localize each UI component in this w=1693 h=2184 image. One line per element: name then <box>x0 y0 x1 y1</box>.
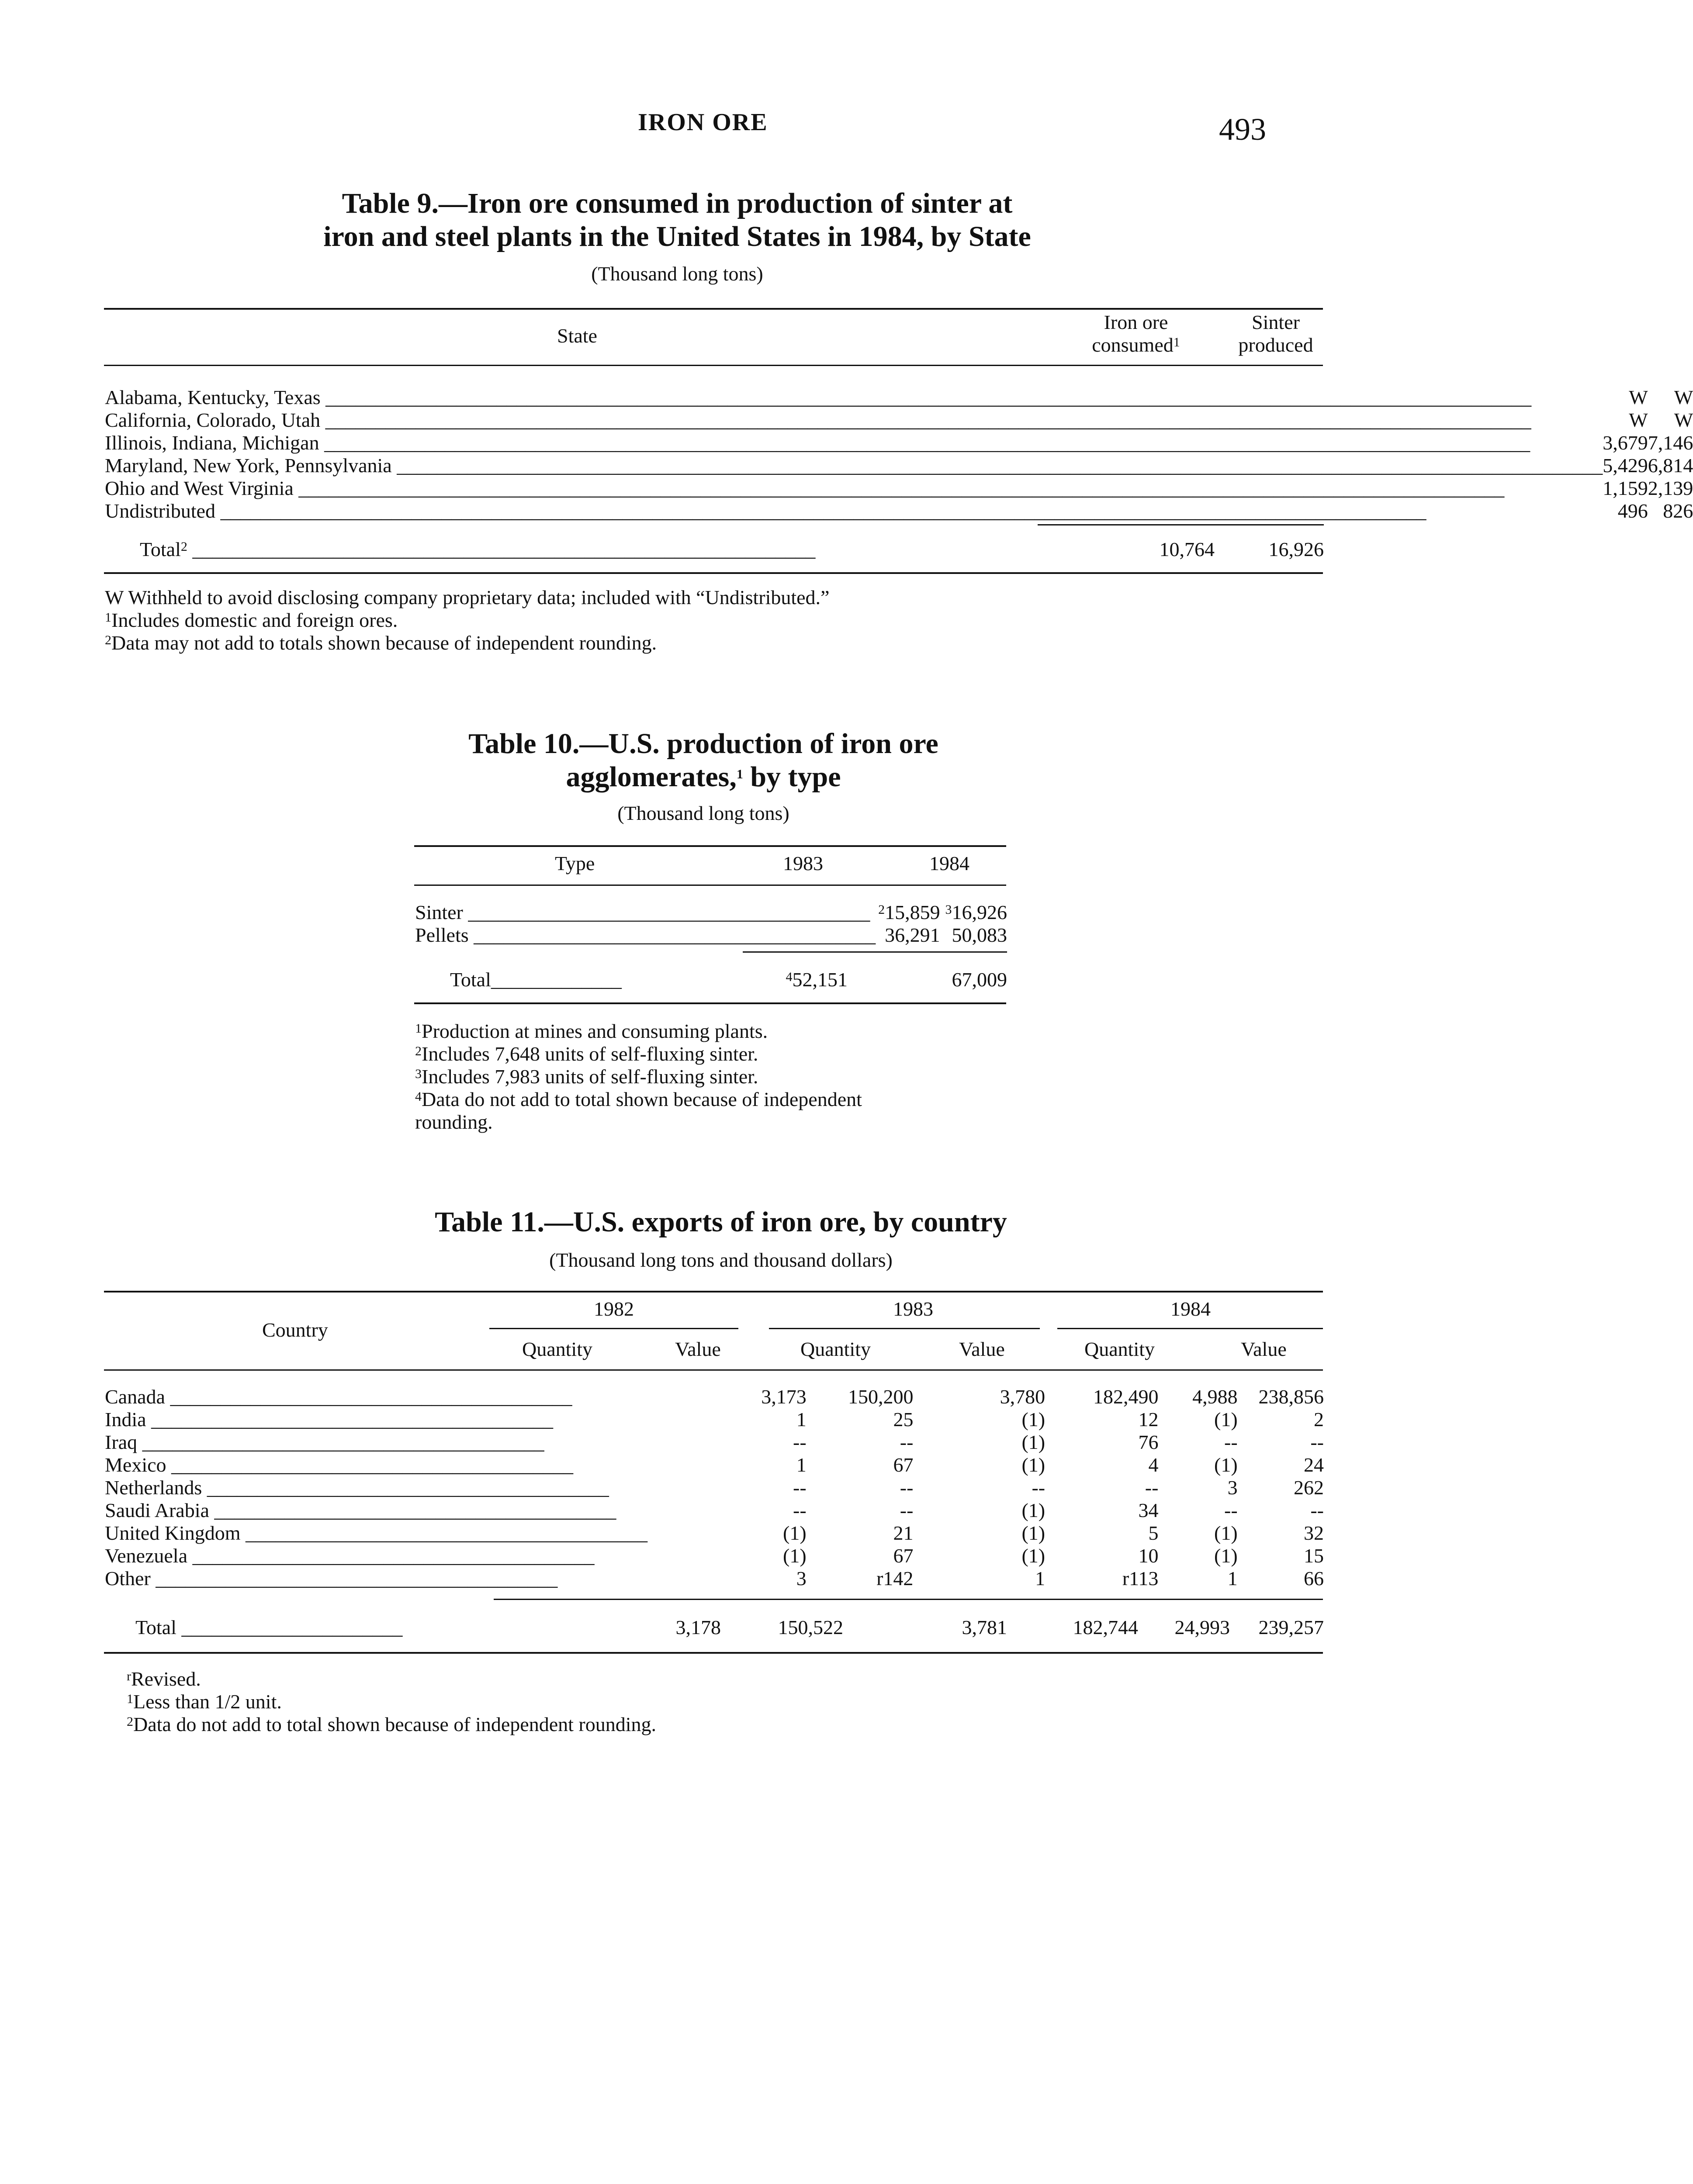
table-10-footnote <box>415 1020 862 1043</box>
table-11-q84-cell: 3 <box>1227 1476 1238 1499</box>
table-row <box>105 1522 1324 1545</box>
table-row <box>415 901 1007 924</box>
table-11-bottom-rule <box>104 1652 1323 1654</box>
table-11-year-1982: 1982 <box>594 1298 634 1320</box>
table-9-col-iron <box>1040 311 1232 356</box>
table-10-title <box>393 727 1014 794</box>
footnote-text: Less than 1/2 unit. <box>133 1690 282 1713</box>
table-9-state-cell: Illinois, Indiana, Michigan ________________________________________________________________________________________________________________________ <box>105 432 1530 454</box>
table-11-col-qty-1983: Quantity <box>800 1338 871 1360</box>
table-10-1983-value: 15,859 <box>885 901 940 923</box>
table-row <box>105 1499 1324 1522</box>
table-10-type-cell: Pellets ________________________________________ <box>415 924 876 946</box>
table-11-v83-cell: 76 <box>1138 1431 1159 1453</box>
table-10-total-rule <box>743 951 1007 953</box>
footnote-marker: 3 <box>415 1067 422 1081</box>
table-row <box>415 924 1007 947</box>
table-10-1984-value: 50,083 <box>952 924 1007 946</box>
table-11-v84-cell: 2 <box>1314 1408 1324 1431</box>
table-9-col-sinter-line2: produced <box>1238 334 1313 356</box>
table-row <box>105 1454 1324 1476</box>
table-11-v82-cell: 67 <box>893 1454 914 1476</box>
table-9-sinter-cell: W <box>1674 386 1693 408</box>
table-11-v82-cell: 67 <box>893 1545 914 1567</box>
table-10-1983-cell <box>876 924 940 947</box>
table-9-state-cell: Alabama, Kentucky, Texas ________________________________________________________________________________________________________________________ <box>105 386 1532 408</box>
table-11-total-v84: 239,257 <box>1258 1616 1324 1638</box>
table-row <box>105 1408 1324 1431</box>
table-10-title-line2a: agglomerates, <box>566 761 737 793</box>
table-11-total-v83: 182,744 <box>1073 1616 1138 1638</box>
table-11-q83-cell: -- <box>1032 1476 1046 1499</box>
table-10-total-1983-footnote-ref: 4 <box>786 970 793 984</box>
table-9-iron-cell: W <box>1629 386 1648 408</box>
table-11-q82-cell: 1 <box>796 1454 807 1476</box>
footnote-marker: 1 <box>127 1692 133 1706</box>
table-11-q82-cell: -- <box>793 1499 807 1521</box>
table-9-footnotes <box>105 586 829 654</box>
table-11-country-cell: Other ________________________________________ <box>105 1567 558 1590</box>
table-9-col-sinter <box>1215 311 1337 356</box>
table-11-v83-cell: 34 <box>1138 1499 1159 1521</box>
table-10-footnote <box>415 1065 862 1088</box>
table-10-footnotes <box>415 1020 862 1133</box>
table-11-q82-cell: -- <box>793 1476 807 1499</box>
table-10-1984-cell <box>940 924 1007 947</box>
table-11-country-cell: Venezuela ________________________________________ <box>105 1545 595 1567</box>
table-10-footnote <box>415 1088 862 1111</box>
table-row <box>105 500 1693 522</box>
table-11-country-name: Netherlands <box>105 1476 202 1499</box>
table-11-q83-cell: 3,780 <box>1000 1386 1046 1408</box>
table-11-v83-cell: -- <box>1145 1476 1159 1499</box>
table-11-q82-cell: 3 <box>796 1567 807 1590</box>
table-10-1984-cell <box>940 901 1007 924</box>
table-9-iron-cell: W <box>1629 409 1648 431</box>
table-11-country-cell: Netherlands ________________________________________ <box>105 1476 609 1499</box>
table-11-country-name: United Kingdom <box>105 1522 241 1544</box>
table-11-col-val-1984: Value <box>1241 1338 1287 1360</box>
table-11-v84-cell: 24 <box>1304 1454 1324 1476</box>
table-10-type-cell: Sinter ________________________________________ <box>415 901 870 923</box>
footnote-marker: 1 <box>415 1021 422 1036</box>
table-11-col-country: Country <box>262 1319 328 1341</box>
footnote-marker: 2 <box>415 1044 422 1058</box>
table-9-sinter-cell: 826 <box>1663 500 1693 522</box>
table-11-q82-cell: 3,173 <box>761 1386 807 1408</box>
table-10-total <box>415 968 1007 991</box>
table-10-total-text: Total <box>450 968 491 991</box>
table-11-country-name: Canada <box>105 1386 165 1408</box>
table-9-state-name: Maryland, New York, Pennsylvania <box>105 454 392 477</box>
table-11-footnote <box>127 1668 656 1690</box>
table-10-1983-cell <box>876 901 940 924</box>
table-10-top-rule <box>414 845 1006 847</box>
table-10-type-name: Sinter <box>415 901 463 923</box>
footnote-text: W Withheld to avoid disclosing company proprietary data; included with “Undistributed.” <box>105 586 830 608</box>
table-11-country-name: Venezuela <box>105 1545 187 1567</box>
table-11-q82-cell: (1) <box>783 1545 807 1567</box>
table-10-1984-value: 16,926 <box>952 901 1007 923</box>
table-9-sinter-cell: 7,146 <box>1648 432 1693 454</box>
footnote-marker: 3 <box>945 902 952 917</box>
table-row <box>105 1616 1324 1639</box>
table-11-v83-cell: r113 <box>1122 1567 1159 1590</box>
footnote-marker: 4 <box>415 1089 422 1104</box>
page-number: 493 <box>1219 112 1266 147</box>
table-row <box>105 1386 1324 1408</box>
table-11-v83-cell: 10 <box>1138 1545 1159 1567</box>
footnote-marker: 2 <box>105 633 111 647</box>
table-11-footnote <box>127 1713 656 1736</box>
table-11-v84-cell: 238,856 <box>1258 1386 1324 1408</box>
table-9-iron-cell: 1,159 <box>1603 477 1648 499</box>
table-10-col-1984: 1984 <box>929 852 969 874</box>
table-10-title-line2b: by type <box>743 761 841 793</box>
table-11-country-cell: Iraq ________________________________________ <box>105 1431 544 1453</box>
table-11-q84-cell: (1) <box>1214 1545 1238 1567</box>
footnote-text: Data may not add to totals shown because of independent rounding. <box>111 632 657 654</box>
footnote-text: rounding. <box>415 1111 493 1133</box>
table-9-subtitle: (Thousand long tons) <box>591 263 763 285</box>
table-10-footnote <box>415 1111 862 1133</box>
table-10-col-type: Type <box>555 852 595 874</box>
table-row <box>105 432 1693 454</box>
table-11-q83-cell: (1) <box>1021 1499 1046 1521</box>
table-9-state-cell: Maryland, New York, Pennsylvania ________________________________________________________________________________________________________________________ <box>105 454 1603 477</box>
table-9-state-cell: California, Colorado, Utah ________________________________________________________________________________________________________________________ <box>105 409 1531 431</box>
table-11-col-val-1982: Value <box>675 1338 721 1360</box>
table-11-v84-cell: 15 <box>1304 1545 1324 1567</box>
table-11-q84-cell: 1 <box>1227 1567 1238 1590</box>
table-11-v84-cell: -- <box>1310 1431 1324 1453</box>
table-9-footnote <box>105 586 829 609</box>
footnote-text: Revised. <box>131 1668 201 1690</box>
table-11-q84-cell: (1) <box>1214 1522 1238 1544</box>
table-11-country-cell: Canada ________________________________________ <box>105 1386 572 1408</box>
table-11-year-1983: 1983 <box>893 1298 933 1320</box>
table-9-total-iron: 10,764 <box>1159 538 1215 560</box>
table-9-body <box>105 386 1693 522</box>
table-9-col-iron-line1: Iron ore <box>1104 311 1168 333</box>
table-10-bottom-rule <box>414 1002 1006 1004</box>
footnote-text: Includes 7,983 units of self-fluxing sinter. <box>422 1065 758 1088</box>
table-10-total-1984: 67,009 <box>952 968 1007 991</box>
table-10-body <box>415 901 1007 947</box>
table-9-total-text: Total <box>140 538 181 560</box>
table-9-footnote <box>105 609 829 632</box>
table-9-state-name: Ohio and West Virginia <box>105 477 294 499</box>
table-10-footnote <box>415 1043 862 1065</box>
footnote-text: Production at mines and consuming plants. <box>422 1020 768 1042</box>
footnote-marker: 2 <box>127 1714 133 1729</box>
table-11-1983-rule <box>769 1328 1040 1329</box>
table-10-total-label: Total_____________ <box>450 968 622 991</box>
table-11-top-rule <box>104 1291 1323 1292</box>
table-11-q83-cell: (1) <box>1021 1408 1046 1431</box>
table-11-1982-rule <box>489 1328 738 1329</box>
table-9-bottom-rule <box>104 572 1323 574</box>
table-11-country-name: India <box>105 1408 146 1431</box>
table-row <box>415 968 1007 991</box>
table-11-v82-cell: -- <box>900 1431 914 1453</box>
table-row <box>105 1476 1324 1499</box>
table-9-sinter-cell: 2,139 <box>1648 477 1693 499</box>
footnote-marker: 1 <box>105 610 111 625</box>
table-9-sinter-cell: W <box>1674 409 1693 431</box>
table-11-subtitle: (Thousand long tons and thousand dollars) <box>549 1249 893 1271</box>
table-11-total-q82: 3,178 <box>675 1616 721 1638</box>
table-row <box>105 538 1324 561</box>
table-9-iron-cell: 3,679 <box>1603 432 1648 454</box>
table-10-col-1983: 1983 <box>783 852 823 874</box>
table-10-1983-value: 36,291 <box>885 924 940 946</box>
table-11-q82-cell: -- <box>793 1431 807 1453</box>
table-11-q83-cell: (1) <box>1021 1522 1046 1544</box>
table-11-q83-cell: (1) <box>1021 1431 1046 1453</box>
table-11-country-name: Other <box>105 1567 151 1590</box>
table-11-v82-cell: 25 <box>893 1408 914 1431</box>
table-9-col-state: State <box>557 325 597 347</box>
table-11-q83-cell: (1) <box>1021 1545 1046 1567</box>
table-9-state-cell: Ohio and West Virginia ________________________________________________________________________________________________________________________ <box>105 477 1505 499</box>
table-11-col-qty-1984: Quantity <box>1084 1338 1155 1360</box>
table-11-v84-cell: 66 <box>1304 1567 1324 1590</box>
table-9-iron-cell: 5,429 <box>1603 454 1648 477</box>
table-11-v84-cell: 32 <box>1304 1522 1324 1544</box>
table-9-col-iron-footnote-ref: 1 <box>1173 335 1180 349</box>
table-11-footnote <box>127 1690 656 1713</box>
table-row <box>105 1431 1324 1454</box>
table-11-total-q84: 24,993 <box>1174 1616 1230 1638</box>
footnote-text: Data do not add to total shown because of independent <box>422 1088 862 1110</box>
table-10-total-1983-value: 52,151 <box>792 968 848 991</box>
table-11-title: Table 11.—U.S. exports of iron ore, by country <box>435 1206 1007 1238</box>
footnote-text: Includes domestic and foreign ores. <box>111 609 398 631</box>
table-9-state-name: Undistributed <box>105 500 215 522</box>
table-10-header-rule <box>414 885 1006 886</box>
table-9-state-name: Alabama, Kentucky, Texas <box>105 386 321 408</box>
table-row <box>105 454 1693 477</box>
table-11-v84-cell: -- <box>1310 1499 1324 1521</box>
table-11-total-v82: 150,522 <box>778 1616 843 1638</box>
table-9-col-iron-line2: consumed <box>1092 334 1174 356</box>
footnote-text: Data do not add to total shown because of independent rounding. <box>133 1713 656 1735</box>
table-11-year-1984: 1984 <box>1170 1298 1211 1320</box>
table-11-v82-cell: r142 <box>876 1567 914 1590</box>
table-11-country-cell: Saudi Arabia ________________________________________ <box>105 1499 616 1521</box>
table-11-country-name: Mexico <box>105 1454 166 1476</box>
table-11-v82-cell: -- <box>900 1476 914 1499</box>
table-11-q84-cell: (1) <box>1214 1408 1238 1431</box>
table-11-v83-cell: 4 <box>1148 1454 1159 1476</box>
table-9-header-rule <box>104 365 1323 366</box>
table-11-v83-cell: 182,490 <box>1093 1386 1159 1408</box>
table-11-country-cell: India ________________________________________ <box>105 1408 554 1431</box>
table-11-total <box>105 1616 1324 1639</box>
table-11-q82-cell: (1) <box>783 1522 807 1544</box>
table-11-col-qty-1982: Quantity <box>522 1338 592 1360</box>
table-9-title <box>262 187 1092 253</box>
table-11-v84-cell: 262 <box>1294 1476 1324 1499</box>
table-9-footnote <box>105 632 829 654</box>
table-11-country-cell: United Kingdom ________________________________________ <box>105 1522 647 1544</box>
table-9-state-cell: Undistributed ________________________________________________________________________________________________________________________ <box>105 500 1426 522</box>
table-11-q84-cell: -- <box>1224 1431 1238 1453</box>
running-head: IRON ORE <box>638 109 768 136</box>
table-11-country-cell: Mexico ________________________________________ <box>105 1454 574 1476</box>
table-11-v82-cell: -- <box>900 1499 914 1521</box>
table-11-q83-cell: 1 <box>1035 1567 1046 1590</box>
table-11-total-rule <box>494 1599 1323 1600</box>
table-11-v82-cell: 150,200 <box>848 1386 914 1408</box>
table-10-type-name: Pellets <box>415 924 469 946</box>
table-11-v83-cell: 12 <box>1138 1408 1159 1431</box>
table-9-sinter-cell: 6,814 <box>1648 454 1693 477</box>
footnote-text: Includes 7,648 units of self-fluxing sinter. <box>422 1043 758 1065</box>
table-11-v83-cell: 5 <box>1148 1522 1159 1544</box>
table-11-col-val-1983: Value <box>959 1338 1005 1360</box>
table-row <box>105 1567 1324 1590</box>
table-9-state-name: California, Colorado, Utah <box>105 409 321 431</box>
table-row <box>105 1545 1324 1567</box>
table-10-title-footnote-ref: 1 <box>736 767 743 781</box>
table-11-q82-cell: 1 <box>796 1408 807 1431</box>
table-10-title-line1: Table 10.—U.S. production of iron ore <box>468 728 938 760</box>
table-11-q84-cell: (1) <box>1214 1454 1238 1476</box>
table-9-total-label: Total$^2$ ______________________________________________________________ <box>140 538 816 560</box>
table-11-country-name: Iraq <box>105 1431 138 1453</box>
table-10-total-1983 <box>736 968 848 991</box>
table-11-1984-rule <box>1057 1328 1323 1329</box>
table-9-col-sinter-line1: Sinter <box>1252 311 1300 333</box>
table-9-top-rule <box>104 308 1323 310</box>
table-11-q83-cell: (1) <box>1021 1454 1046 1476</box>
table-9-total-sinter: 16,926 <box>1268 538 1324 560</box>
table-9-total <box>105 538 1324 561</box>
table-row <box>105 386 1693 409</box>
footnote-marker: 2 <box>878 902 885 917</box>
table-row <box>105 477 1693 500</box>
table-10-subtitle: (Thousand long tons) <box>617 802 789 824</box>
table-row <box>105 409 1693 432</box>
table-11-total-text: Total <box>135 1616 177 1638</box>
table-9-state-name: Illinois, Indiana, Michigan <box>105 432 319 454</box>
table-11-q84-cell: 4,988 <box>1192 1386 1238 1408</box>
table-9-title-line2: iron and steel plants in the United States in 1984, by State <box>323 221 1031 252</box>
table-11-total-label: Total ______________________ <box>135 1616 403 1638</box>
table-11-header-rule <box>104 1369 1323 1371</box>
footnote-marker: r <box>127 1669 131 1683</box>
table-9-iron-cell: 496 <box>1617 500 1648 522</box>
table-11-total-q83: 3,781 <box>962 1616 1007 1638</box>
table-11-q84-cell: -- <box>1224 1499 1238 1521</box>
table-11-footnotes <box>127 1668 656 1736</box>
table-11-body <box>105 1386 1324 1590</box>
table-11-country-name: Saudi Arabia <box>105 1499 209 1521</box>
table-9-total-rule <box>1038 524 1324 525</box>
table-9-total-footnote-ref: 2 <box>180 539 187 554</box>
table-9-title-line1: Table 9.—Iron ore consumed in production of sinter at <box>342 187 1013 219</box>
table-11-v82-cell: 21 <box>893 1522 914 1544</box>
